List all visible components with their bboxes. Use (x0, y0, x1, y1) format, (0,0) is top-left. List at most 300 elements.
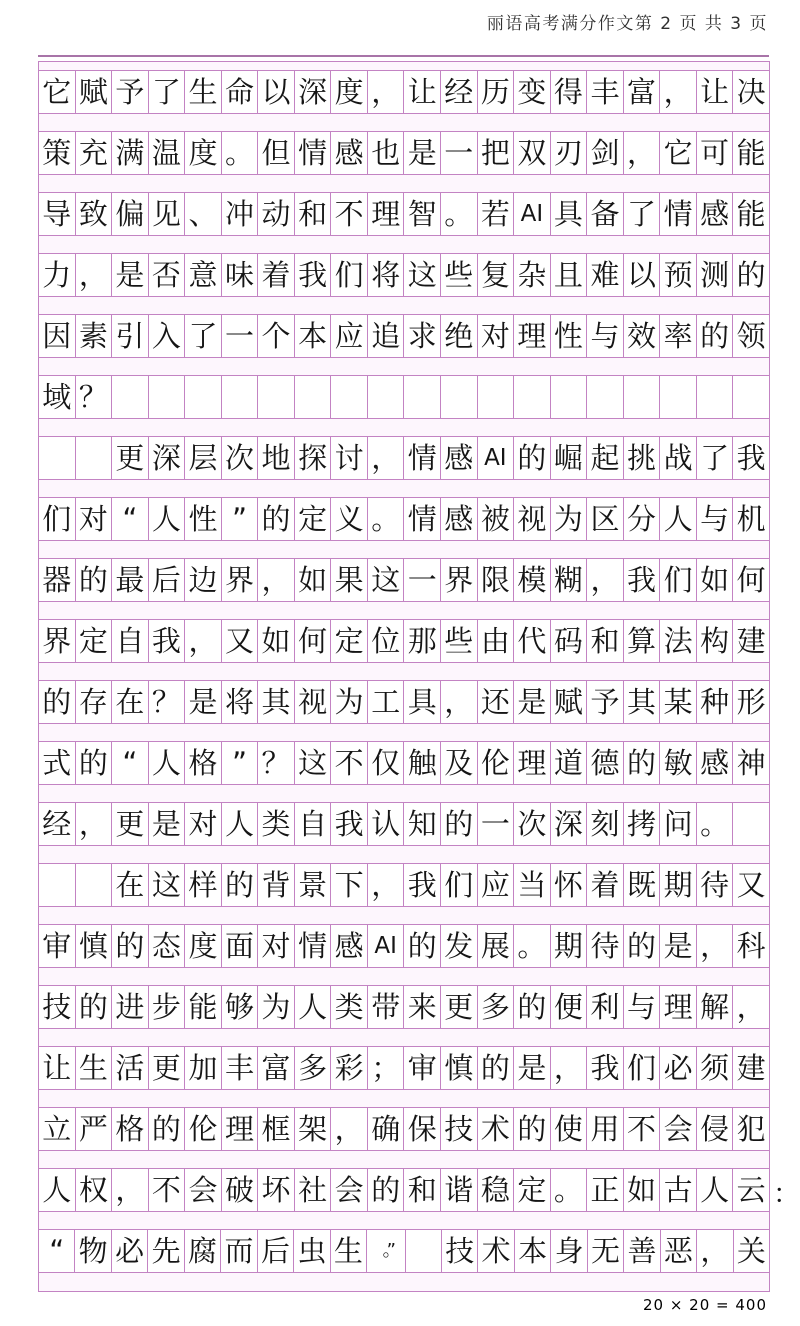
grid-cell (587, 376, 624, 418)
grid-cell: 层 (185, 437, 222, 479)
grid-cell: 能 (185, 986, 222, 1028)
grid-cell: 的 (258, 498, 295, 540)
grid-cell: 度 (331, 71, 368, 113)
grid-cell: 式 (39, 742, 76, 784)
grid-cell: 的 (514, 437, 551, 479)
grid-cell: 术 (478, 1230, 514, 1272)
grid-cell (185, 376, 222, 418)
grid-cell: 定 (514, 1169, 551, 1211)
grid-cell: 视 (295, 681, 332, 723)
grid-cell: 素 (76, 315, 113, 357)
grid-cell: 自 (295, 803, 332, 845)
grid-cell: 变 (514, 71, 551, 113)
grid-cell: 让 (39, 1047, 76, 1089)
grid-cell: 了 (185, 315, 222, 357)
grid-cell: 算 (624, 620, 661, 662)
grid-cell: 及 (441, 742, 478, 784)
grid-cell (697, 376, 734, 418)
grid-cell: 更 (112, 803, 149, 845)
grid-cell: 它 (660, 132, 697, 174)
grid-cell: 模 (514, 559, 551, 601)
grid-cell: 背 (258, 864, 295, 906)
grid-cell: 测 (697, 254, 734, 296)
grid-cell: 不 (331, 193, 368, 235)
grid-row (39, 71, 769, 113)
grid-row (39, 437, 769, 479)
grid-cell: 们 (441, 864, 478, 906)
grid-cell: 慎 (441, 1047, 478, 1089)
grid-cell: 人 (39, 1169, 76, 1211)
grid-cell: 其 (258, 681, 295, 723)
grid-cell: 会 (331, 1169, 368, 1211)
grid-cell: 定 (331, 620, 368, 662)
grid-cell: 其 (624, 681, 661, 723)
grid-cell: 情 (660, 193, 697, 235)
grid-cell: ， (331, 1108, 368, 1150)
grid-cell: 德 (587, 742, 624, 784)
grid-cell: ， (368, 71, 405, 113)
grid-cell: 严 (76, 1108, 113, 1150)
grid-cell: 腐 (185, 1230, 221, 1272)
grid-cell: 更 (149, 1047, 186, 1089)
grid-cell: 不 (149, 1169, 186, 1211)
grid-cell: 使 (551, 1108, 588, 1150)
grid-cell: 最 (112, 559, 149, 601)
grid-cell: 领 (736, 318, 766, 353)
grid-cell: 界 (441, 559, 478, 601)
grid-cell: 审 (39, 925, 76, 967)
grid-cell (331, 376, 368, 418)
grid-cell: 致 (76, 193, 113, 235)
grid-cell: 地 (258, 437, 295, 479)
grid-cell (624, 376, 661, 418)
grid-row (39, 376, 769, 418)
grid-cell: 富 (258, 1047, 295, 1089)
grid-cell (222, 376, 259, 418)
grid-cell: 问 (660, 803, 697, 845)
grid-cell: 绝 (441, 315, 478, 357)
grid-cell: “ (112, 498, 149, 540)
grid-cell: 权 (76, 1169, 113, 1211)
grid-cell: 更 (441, 986, 478, 1028)
grid-cell: 何 (736, 562, 766, 597)
row-gap (39, 1028, 769, 1047)
grid-cell: AI (514, 193, 551, 235)
grid-cell: 讨 (331, 437, 368, 479)
grid-cell (514, 376, 551, 418)
grid-cell: 了 (149, 71, 186, 113)
grid-cell: 利 (587, 986, 624, 1028)
row-gap (39, 784, 769, 803)
grid-cell: 带 (368, 986, 405, 1028)
grid-cell: 必 (112, 1230, 148, 1272)
grid-row (39, 803, 769, 845)
grid-cell: 加 (185, 1047, 222, 1089)
grid-cell: ， (736, 989, 766, 1024)
page-header (487, 9, 768, 34)
grid-cell: 它 (39, 71, 76, 113)
grid-cell: 又 (736, 867, 766, 902)
row-gap (39, 967, 769, 986)
grid-cell: 样 (185, 864, 222, 906)
grid-cell: 动 (258, 193, 295, 235)
grid-cell (112, 376, 149, 418)
row-gap (39, 113, 769, 132)
grid-cell: 刻 (587, 803, 624, 845)
grid-cell: 恶 (661, 1230, 697, 1272)
grid-cell: 偏 (112, 193, 149, 235)
grid-cell: 那 (404, 620, 441, 662)
grid-cell: AI (478, 437, 515, 479)
grid-cell: 边 (185, 559, 222, 601)
grid-cell: 仅 (368, 742, 405, 784)
grid-cell: 类 (331, 986, 368, 1028)
grid-cell: 人 (149, 742, 186, 784)
grid-cell: 技 (39, 986, 76, 1028)
grid-cell: 和 (404, 1169, 441, 1211)
grid-cell: 对 (478, 315, 515, 357)
grid-cell: 的 (39, 681, 76, 723)
grid-cell: 格 (185, 742, 222, 784)
grid-row (39, 498, 769, 540)
grid-cell: ， (368, 864, 405, 906)
grid-cell: 度 (185, 132, 222, 174)
grid-cell: ， (660, 71, 697, 113)
grid-cell: 技 (441, 1108, 478, 1150)
grid-cell: 一 (441, 132, 478, 174)
grid-cell: 我 (587, 1047, 624, 1089)
grid-cell: 解 (697, 986, 734, 1028)
grid-cell: 形 (736, 684, 766, 719)
grid-cell: 意 (185, 254, 222, 296)
grid-cell: 定 (76, 620, 113, 662)
grid-cell: 经 (441, 71, 478, 113)
grid-cell: 让 (404, 71, 441, 113)
grid-cell: 深 (149, 437, 186, 479)
grid-cell: 人 (697, 1169, 734, 1211)
grid-cell: 某 (660, 681, 697, 723)
grid-cell: 我 (331, 803, 368, 845)
grid-cell: 感 (697, 193, 734, 235)
grid-cell: 这 (404, 254, 441, 296)
grid-cell: 工 (368, 681, 405, 723)
grid-cell: 先 (148, 1230, 184, 1272)
writing-grid (38, 61, 770, 1292)
row-gap (39, 1211, 769, 1230)
grid-cell: 让 (697, 71, 734, 113)
grid-cell: 着 (587, 864, 624, 906)
grid-cell: 能 (736, 196, 766, 231)
grid-cell (406, 1230, 442, 1272)
grid-cell: 杂 (514, 254, 551, 296)
grid-cell: ， (697, 925, 734, 967)
grid-cell: 的 (112, 925, 149, 967)
grid-cell: 生 (76, 1047, 113, 1089)
row-gap (39, 601, 769, 620)
grid-cell: 的 (736, 257, 766, 292)
grid-cell: 会 (185, 1169, 222, 1211)
grid-cell: 以 (624, 254, 661, 296)
grid-cell: 社 (295, 1169, 332, 1211)
grid-cell: 又 (222, 620, 259, 662)
grid-cell: 次 (222, 437, 259, 479)
grid-cell: 限 (478, 559, 515, 601)
grid-cell: 不 (624, 1108, 661, 1150)
grid-cell: 情 (295, 132, 332, 174)
row-gap (39, 235, 769, 254)
grid-cell: 物 (75, 1230, 111, 1272)
grid-cell: 把 (478, 132, 515, 174)
grid-cell: 怀 (551, 864, 588, 906)
grid-row (39, 1047, 769, 1089)
grid-cell: 理 (368, 193, 405, 235)
grid-cell (478, 376, 515, 418)
grid-cell: 知 (404, 803, 441, 845)
grid-cell: 拷 (624, 803, 661, 845)
grid-cell: 若 (478, 193, 515, 235)
grid-cell: 们 (331, 254, 368, 296)
grid-cell: 和 (587, 620, 624, 662)
grid-row (39, 620, 769, 662)
grid-cell: ， (624, 132, 661, 174)
grid-cell: 富 (624, 71, 661, 113)
grid-cell: 云 (736, 1172, 766, 1207)
grid-cell: 剑 (587, 132, 624, 174)
grid-cell: 经 (39, 803, 76, 845)
grid-cell: 的 (441, 803, 478, 845)
grid-cell: 因 (39, 315, 76, 357)
grid-cell: 。 (697, 803, 734, 845)
grid-top-strip (39, 62, 769, 71)
grid-cell: 既 (624, 864, 661, 906)
grid-cell: 和 (295, 193, 332, 235)
grid-cell: 伦 (185, 1108, 222, 1150)
row-gap (39, 1272, 769, 1291)
grid-cell: 效 (624, 315, 661, 357)
grid-cell: 温 (149, 132, 186, 174)
grid-row (39, 132, 769, 174)
grid-cell: 是 (404, 132, 441, 174)
grid-cell: 用 (587, 1108, 624, 1150)
grid-cell: 决 (736, 74, 766, 109)
grid-cell: 感 (441, 498, 478, 540)
grid-cell: 情 (404, 498, 441, 540)
grid-cell: 情 (404, 437, 441, 479)
grid-cell: 崛 (551, 437, 588, 479)
grid-cell: 构 (697, 620, 734, 662)
grid-cell: 果 (331, 559, 368, 601)
grid-cell: 待 (697, 864, 734, 906)
grid-cell: 力 (39, 254, 76, 296)
grid-cell: 求 (404, 315, 441, 357)
grid-cell: 能 (736, 135, 766, 170)
grid-cell: 度 (185, 925, 222, 967)
row-gap (39, 479, 769, 498)
grid-cell: 便 (551, 986, 588, 1028)
grid-cell: 冲 (222, 193, 259, 235)
row-gap (39, 723, 769, 742)
grid-cell: 引 (112, 315, 149, 357)
grid-cell: 是 (185, 681, 222, 723)
grid-cell: 是 (514, 681, 551, 723)
grid-cell: 是 (660, 925, 697, 967)
grid-cell: 导 (39, 193, 76, 235)
grid-cell: 待 (587, 925, 624, 967)
grid-cell: 够 (222, 986, 259, 1028)
grid-cell: 可 (697, 132, 734, 174)
grid-cell: 我 (404, 864, 441, 906)
grid-cell: 应 (478, 864, 515, 906)
grid-cell: 预 (660, 254, 697, 296)
grid-cell: 义 (331, 498, 368, 540)
grid-cell: 对 (258, 925, 295, 967)
grid-cell: 是 (149, 803, 186, 845)
grid-cell: 追 (368, 315, 405, 357)
grid-cell: ？ (149, 681, 186, 723)
grid-cell: 确 (368, 1108, 405, 1150)
grid-cell: 虫 (294, 1230, 330, 1272)
grid-cell: 位 (368, 620, 405, 662)
grid-cell: 人 (149, 498, 186, 540)
grid-cell: 与 (587, 315, 624, 357)
grid-cell: 会 (660, 1108, 697, 1150)
grid-row (39, 864, 769, 906)
grid-cell: 的 (624, 742, 661, 784)
grid-cell: 神 (736, 745, 766, 780)
grid-cell: 界 (39, 620, 76, 662)
grid-cell: 历 (478, 71, 515, 113)
grid-cell: ， (112, 1169, 149, 1211)
grid-cell: ， (551, 1047, 588, 1089)
grid-cell: 类 (258, 803, 295, 845)
grid-cell: 触 (404, 742, 441, 784)
grid-cell: 无 (588, 1230, 624, 1272)
row-gap (39, 662, 769, 681)
grid-cell: 着 (258, 254, 295, 296)
grid-cell: 感 (697, 742, 734, 784)
grid-cell: 为 (258, 986, 295, 1028)
grid-cell: 机 (736, 501, 766, 536)
grid-cell: “ (112, 742, 149, 784)
grid-cell: 坏 (258, 1169, 295, 1211)
grid-cell: 正 (587, 1169, 624, 1211)
grid-cell: 关 (736, 1233, 766, 1268)
grid-cell: 如 (624, 1169, 661, 1211)
grid-cell: 的 (76, 742, 113, 784)
grid-cell: 感 (331, 132, 368, 174)
grid-cell: 否 (149, 254, 186, 296)
grid-cell: 这 (368, 559, 405, 601)
grid-cell: 赋 (76, 71, 113, 113)
grid-cell: 理 (660, 986, 697, 1028)
grid-cell: 活 (112, 1047, 149, 1089)
grid-row (39, 1108, 769, 1150)
grid-cell: 一 (222, 315, 259, 357)
grid-cell: 这 (295, 742, 332, 784)
grid-cell: 刃 (551, 132, 588, 174)
grid-cell: ？ (258, 742, 295, 784)
grid-row (39, 681, 769, 723)
grid-cell: 为 (331, 681, 368, 723)
grid-cell: 域 (39, 376, 76, 418)
grid-cell: 糊 (551, 559, 588, 601)
grid-cell: 技 (442, 1230, 478, 1272)
grid-cell: ； (368, 1047, 405, 1089)
grid-cell: 架 (295, 1108, 332, 1150)
grid-cell (368, 376, 405, 418)
grid-cell: 多 (295, 1047, 332, 1089)
grid-cell: 框 (258, 1108, 295, 1150)
grid-cell: 些 (441, 620, 478, 662)
grid-cell: 予 (587, 681, 624, 723)
header-title: 丽语高考满分作文第 2 页 共 3 页 (486, 14, 768, 34)
row-gap (39, 1089, 769, 1108)
grid-cell: 本 (515, 1230, 551, 1272)
grid-cell: 们 (39, 498, 76, 540)
grid-cell: 代 (514, 620, 551, 662)
grid-cell: 进 (112, 986, 149, 1028)
grid-cell: AI (368, 925, 405, 967)
grid-cell: 的 (222, 864, 259, 906)
grid-cell: 的 (368, 1169, 405, 1211)
grid-cell: 个 (258, 315, 295, 357)
grid-cell: 我 (295, 254, 332, 296)
grid-cell: 后 (258, 1230, 294, 1272)
grid-cell: ” (222, 498, 259, 540)
grid-cell: 定 (295, 498, 332, 540)
grid-cell: 率 (660, 315, 697, 357)
grid-cell: 景 (295, 864, 332, 906)
grid-cell: 策 (39, 132, 76, 174)
grid-cell: 对 (76, 498, 113, 540)
grid-cell: 我 (736, 440, 766, 475)
grid-cell: 须 (697, 1047, 734, 1089)
grid-cell: 。 (551, 1169, 588, 1211)
grid-cell: 善 (624, 1230, 660, 1272)
grid-cell: 理 (514, 742, 551, 784)
grid-cell: 性 (185, 498, 222, 540)
grid-cell (76, 864, 113, 906)
grid-cell: 备 (587, 193, 624, 235)
grid-cell: 入 (149, 315, 186, 357)
grid-cell: 身 (551, 1230, 587, 1272)
grid-cell: 不 (331, 742, 368, 784)
grid-cell (404, 376, 441, 418)
grid-cell: 我 (624, 559, 661, 601)
grid-cell: 感 (331, 925, 368, 967)
row-gap (39, 540, 769, 559)
grid-cell: 器 (39, 559, 76, 601)
grid-cell: 科 (736, 928, 766, 963)
grid-cell: 复 (478, 254, 515, 296)
grid-cell: 探 (295, 437, 332, 479)
grid-cell: 性 (551, 315, 588, 357)
grid-cell: 彩 (331, 1047, 368, 1089)
grid-cell: 一 (404, 559, 441, 601)
grid-cell: 态 (149, 925, 186, 967)
grid-cell: 后 (149, 559, 186, 601)
grid-cell: 。 (222, 132, 259, 174)
grid-cell: 由 (478, 620, 515, 662)
grid-cell: 下 (331, 864, 368, 906)
grid-row (39, 315, 769, 357)
grid-cell: 也 (368, 132, 405, 174)
grid-cell (39, 437, 76, 479)
grid-cell (258, 376, 295, 418)
grid-cell (733, 803, 769, 845)
grid-cell: ， (76, 803, 113, 845)
grid-cell: 还 (478, 681, 515, 723)
